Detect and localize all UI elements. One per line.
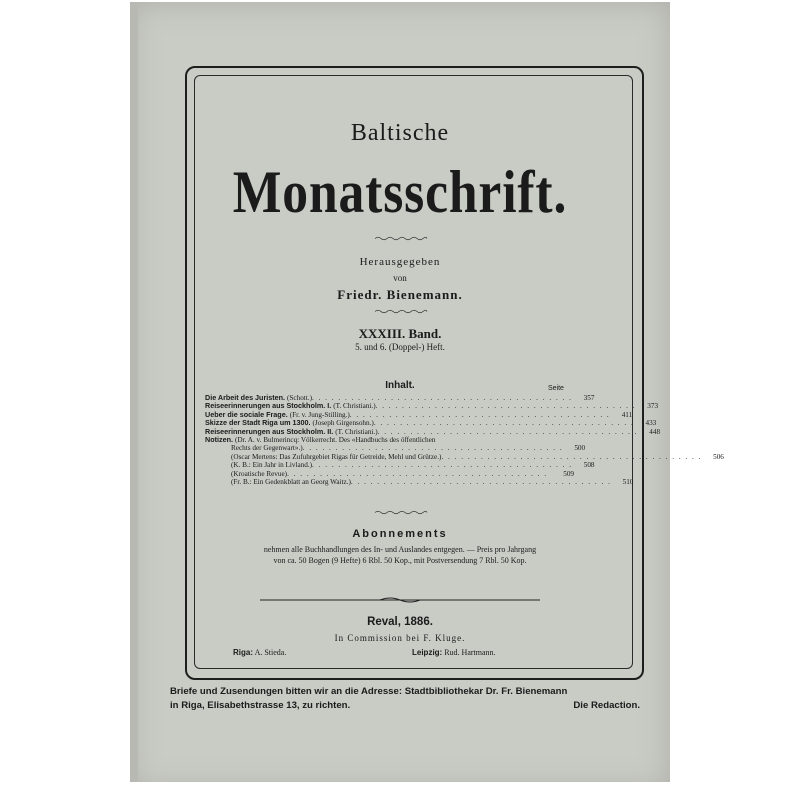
toc-row: [205, 470, 574, 478]
ornament-divider: [375, 309, 427, 314]
toc-row: [205, 444, 586, 453]
toc-entry: [205, 461, 312, 469]
journal-cover: [130, 2, 724, 790]
toc-page-number: 411: [621, 410, 633, 419]
toc-entry-author: Rechts der Gegenwart».): [231, 444, 303, 453]
imprint-city-year: Reval, 1886.: [367, 616, 433, 628]
toc-leader-dots: . . . . . . . . . . . . . . . . . . . . . . . . . . . . . . . . . . . . . . . .: [302, 444, 564, 453]
seite-label: Seite: [548, 385, 564, 392]
subscriptions-line-2: von ca. 50 Bogen (9 Hefte) 6 Rbl. 50 Kop., mit Postversendung 7 Rbl. 50 Kop.: [273, 556, 527, 565]
toc-page-number: 500: [574, 444, 586, 453]
volume-heft: 5. und 6. (Doppel-) Heft.: [355, 342, 445, 352]
leipzig-name: Rud. Hartmann.: [444, 648, 496, 657]
toc-entry-author: (T. Christiani.): [333, 402, 376, 411]
page-edge: [0, 782, 800, 800]
toc-leader-dots: [435, 436, 552, 444]
toc-leader-dots: . . . . . . . . . . . . . . . . . . . . . . . . . . . . . . . . . . . . . . . .: [287, 469, 548, 478]
toc-leader-dots: . . . . . . . . . . . . . . . . . . . . . . . . . . . . . . . . . . . . . . . .: [375, 402, 637, 411]
toc-row: [205, 436, 574, 444]
toc-row: [205, 452, 724, 461]
toc-entry-author: (Dr. A. v. Bulmerincq: Völkerrecht. Des «Handbuchs des öffentlichen: [234, 435, 436, 444]
toc-page-number: 357: [583, 394, 595, 402]
toc-entry-author: (K. B.: Ein Jahr in Livland.): [231, 461, 313, 470]
toc-page-number: 510: [622, 477, 634, 486]
ornament-divider: [375, 236, 427, 241]
toc-page-number: 508: [583, 461, 595, 470]
toc-entry-author: (Fr. B.: Ein Gedenkblatt an Georg Waitz.): [231, 477, 351, 486]
footer-address: in Riga, Elisabethstrasse 13, zu richten.: [170, 700, 351, 711]
toc-entry-title: Ueber die sociale Frage.: [205, 409, 290, 419]
footer-line-1: Briefe und Zusendungen bitten wir an die Adresse: Stadtbibliothekar Dr. Fr. Bienemann: [170, 686, 568, 697]
toc-entry-title: Notizen.: [205, 434, 235, 444]
toc-entry-author: (Joseph Girgensohn.): [312, 419, 374, 428]
toc-entry-title: Die Arbeit des Juristen.: [205, 393, 288, 402]
editor-von: von: [393, 273, 407, 283]
title-line-1: Baltische: [350, 120, 450, 146]
imprint-riga: [233, 648, 286, 657]
leipzig-label: Leipzig:: [412, 648, 443, 657]
toc-entry-title: Reiseerinnerungen aus Stockholm. II.: [205, 426, 336, 436]
imprint-commission: In Commission bei F. Kluge.: [334, 633, 466, 643]
toc-row: [205, 477, 634, 486]
title-line-2: Monatsschrift.: [232, 159, 568, 225]
toc-entry-author: (T. Christiani.): [335, 427, 378, 436]
riga-name: A. Stieda.: [254, 648, 287, 657]
footer-line-2: [170, 700, 640, 711]
toc-page-number: [552, 436, 574, 444]
toc-entry: [205, 444, 303, 452]
table-of-contents: [205, 393, 724, 486]
toc-page-number: 506: [713, 452, 724, 461]
toc-leader-dots: . . . . . . . . . . . . . . . . . . . . . . . . . . . . . . . . . . . . . . . .: [441, 452, 702, 461]
toc-page-number: 373: [647, 402, 659, 411]
toc-entry-title: Reiseerinnerungen aus Stockholm. I.: [205, 401, 334, 411]
toc-leader-dots: . . . . . . . . . . . . . . . . . . . . . . . . . . . . . . . . . . . . . . . .: [312, 461, 573, 470]
toc-entry: [205, 436, 435, 444]
toc-page-number: 448: [649, 427, 661, 436]
riga-label: Riga:: [233, 648, 253, 657]
toc-entry-author: (Fr. v. Jung-Stilling.): [289, 410, 350, 419]
toc-page-number: 433: [645, 419, 657, 428]
toc-leader-dots: . . . . . . . . . . . . . . . . . . . . . . . . . . . . . . . . . . . . . . . .: [373, 419, 635, 428]
toc-row: [205, 461, 595, 470]
editor-label: Herausgegeben: [359, 256, 441, 268]
contents-heading: Inhalt.: [385, 380, 415, 391]
ornament-divider: [375, 510, 427, 515]
toc-entry-author: (Schott.): [287, 394, 312, 402]
toc-page-number: 509: [563, 469, 574, 478]
decorative-rule: [260, 596, 540, 604]
toc-entry: [205, 470, 287, 478]
toc-entry: [205, 453, 441, 461]
toc-entry-author: (Oscar Mertens: Das Zufuhrgebiet Rigas für Getreide, Mehl und Grütze.): [231, 452, 442, 461]
toc-leader-dots: . . . . . . . . . . . . . . . . . . . . . . . . . . . . . . . . . . . . . . . .: [349, 410, 611, 419]
toc-leader-dots: . . . . . . . . . . . . . . . . . . . . . . . . . . . . . . . . . . . . . . . .: [350, 477, 612, 486]
editor-name: Friedr. Bienemann.: [337, 287, 463, 302]
toc-leader-dots: . . . . . . . . . . . . . . . . . . . . . . . . . . . . . . . . . . . . . . . .: [311, 394, 573, 402]
toc-entry-title: Skizze der Stadt Riga um 1300.: [205, 418, 313, 428]
footer-signature: Die Redaction.: [573, 700, 640, 711]
volume-band: XXXIII. Band.: [358, 326, 442, 341]
imprint-leipzig: [412, 648, 496, 657]
toc-leader-dots: . . . . . . . . . . . . . . . . . . . . . . . . . . . . . . . . . . . . . . . .: [377, 427, 639, 436]
toc-entry: [205, 478, 351, 486]
subscriptions-heading: Abonnements: [352, 528, 448, 540]
subscriptions-line-1: nehmen alle Buchhandlungen des In- und Auslandes entgegen. — Preis pro Jahrgang: [263, 545, 537, 554]
toc-entry-author: (Kroatische Revue): [231, 469, 288, 478]
toc-row: [205, 426, 661, 436]
